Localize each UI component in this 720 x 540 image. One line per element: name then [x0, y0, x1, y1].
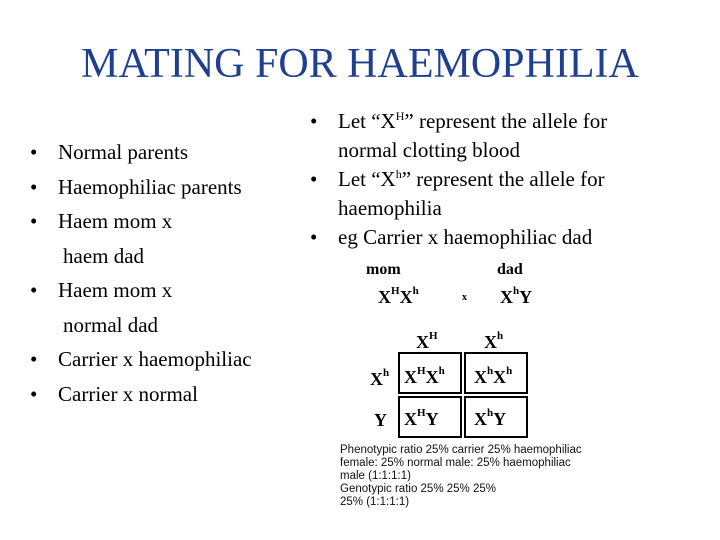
mom-label: mom — [366, 261, 401, 278]
cell-XHXh: $X^HX^h$ — [404, 365, 445, 387]
bullet-icon: • — [30, 381, 38, 406]
col-header-Xh: $X^h$ — [484, 330, 504, 352]
bullet-icon: • — [30, 209, 38, 233]
ratio-text — [340, 444, 670, 509]
list-item-continuation: normal dad — [63, 312, 159, 337]
list-item: • Normal parents — [30, 135, 290, 170]
list-item: • eg Carrier x haemophiliac dad — [310, 223, 710, 252]
col-header-XH: $X^H$ — [416, 330, 438, 352]
page-title: MATING FOR HAEMOPHILIA — [81, 41, 639, 87]
list-item: • Carrier x normal — [30, 377, 290, 412]
ratio-line: Genotypic ratio 25% 25% 25% — [340, 483, 496, 495]
right-bullet-list — [310, 107, 710, 252]
bullet-icon: • — [310, 225, 318, 249]
ratio-line: 25% (1:1:1:1) — [340, 496, 410, 508]
row-header-Y: Y — [374, 410, 387, 430]
ratio-line: male (1:1:1:1) — [340, 470, 411, 482]
cell-XHY: $X^HY$ — [404, 407, 439, 429]
cell-XhY: $X^hY$ — [474, 407, 507, 429]
bullet-icon: • — [30, 347, 38, 371]
list-item: • Let “$X^H$” represent the allele for normal clotting blood — [310, 109, 608, 162]
list-item-continuation: haem dad — [63, 243, 145, 268]
list-item: • Haem mom x — [30, 273, 290, 308]
dad-label: dad — [497, 261, 523, 278]
row-header-Xh: $X^h$ — [370, 367, 390, 389]
list-item: • Carrier x haemophiliac — [30, 342, 290, 377]
list-item: • Haem mom x — [30, 204, 290, 239]
list-item: • Let “$X^h$” represent the allele for haemophilia — [310, 167, 605, 220]
cell-XhXh: $X^hX^h$ — [474, 365, 513, 387]
bullet-icon: • — [30, 140, 38, 164]
ratio-line: female: 25% normal male: 25% haemophiliac — [340, 457, 571, 469]
bullet-icon: • — [310, 109, 318, 133]
dad-gametes: $X^hY$ — [500, 285, 533, 307]
cross-symbol: x — [462, 292, 467, 303]
bullet-icon: • — [310, 167, 318, 191]
mom-gametes: $X^HX^h$ — [378, 285, 419, 307]
ratio-line: Phenotypic ratio 25% carrier 25% haemophiliac — [340, 444, 582, 456]
list-item: • Haemophiliac parents — [30, 170, 290, 205]
left-bullet-list — [30, 135, 290, 411]
bullet-icon: • — [30, 278, 38, 302]
bullet-icon: • — [30, 174, 38, 199]
